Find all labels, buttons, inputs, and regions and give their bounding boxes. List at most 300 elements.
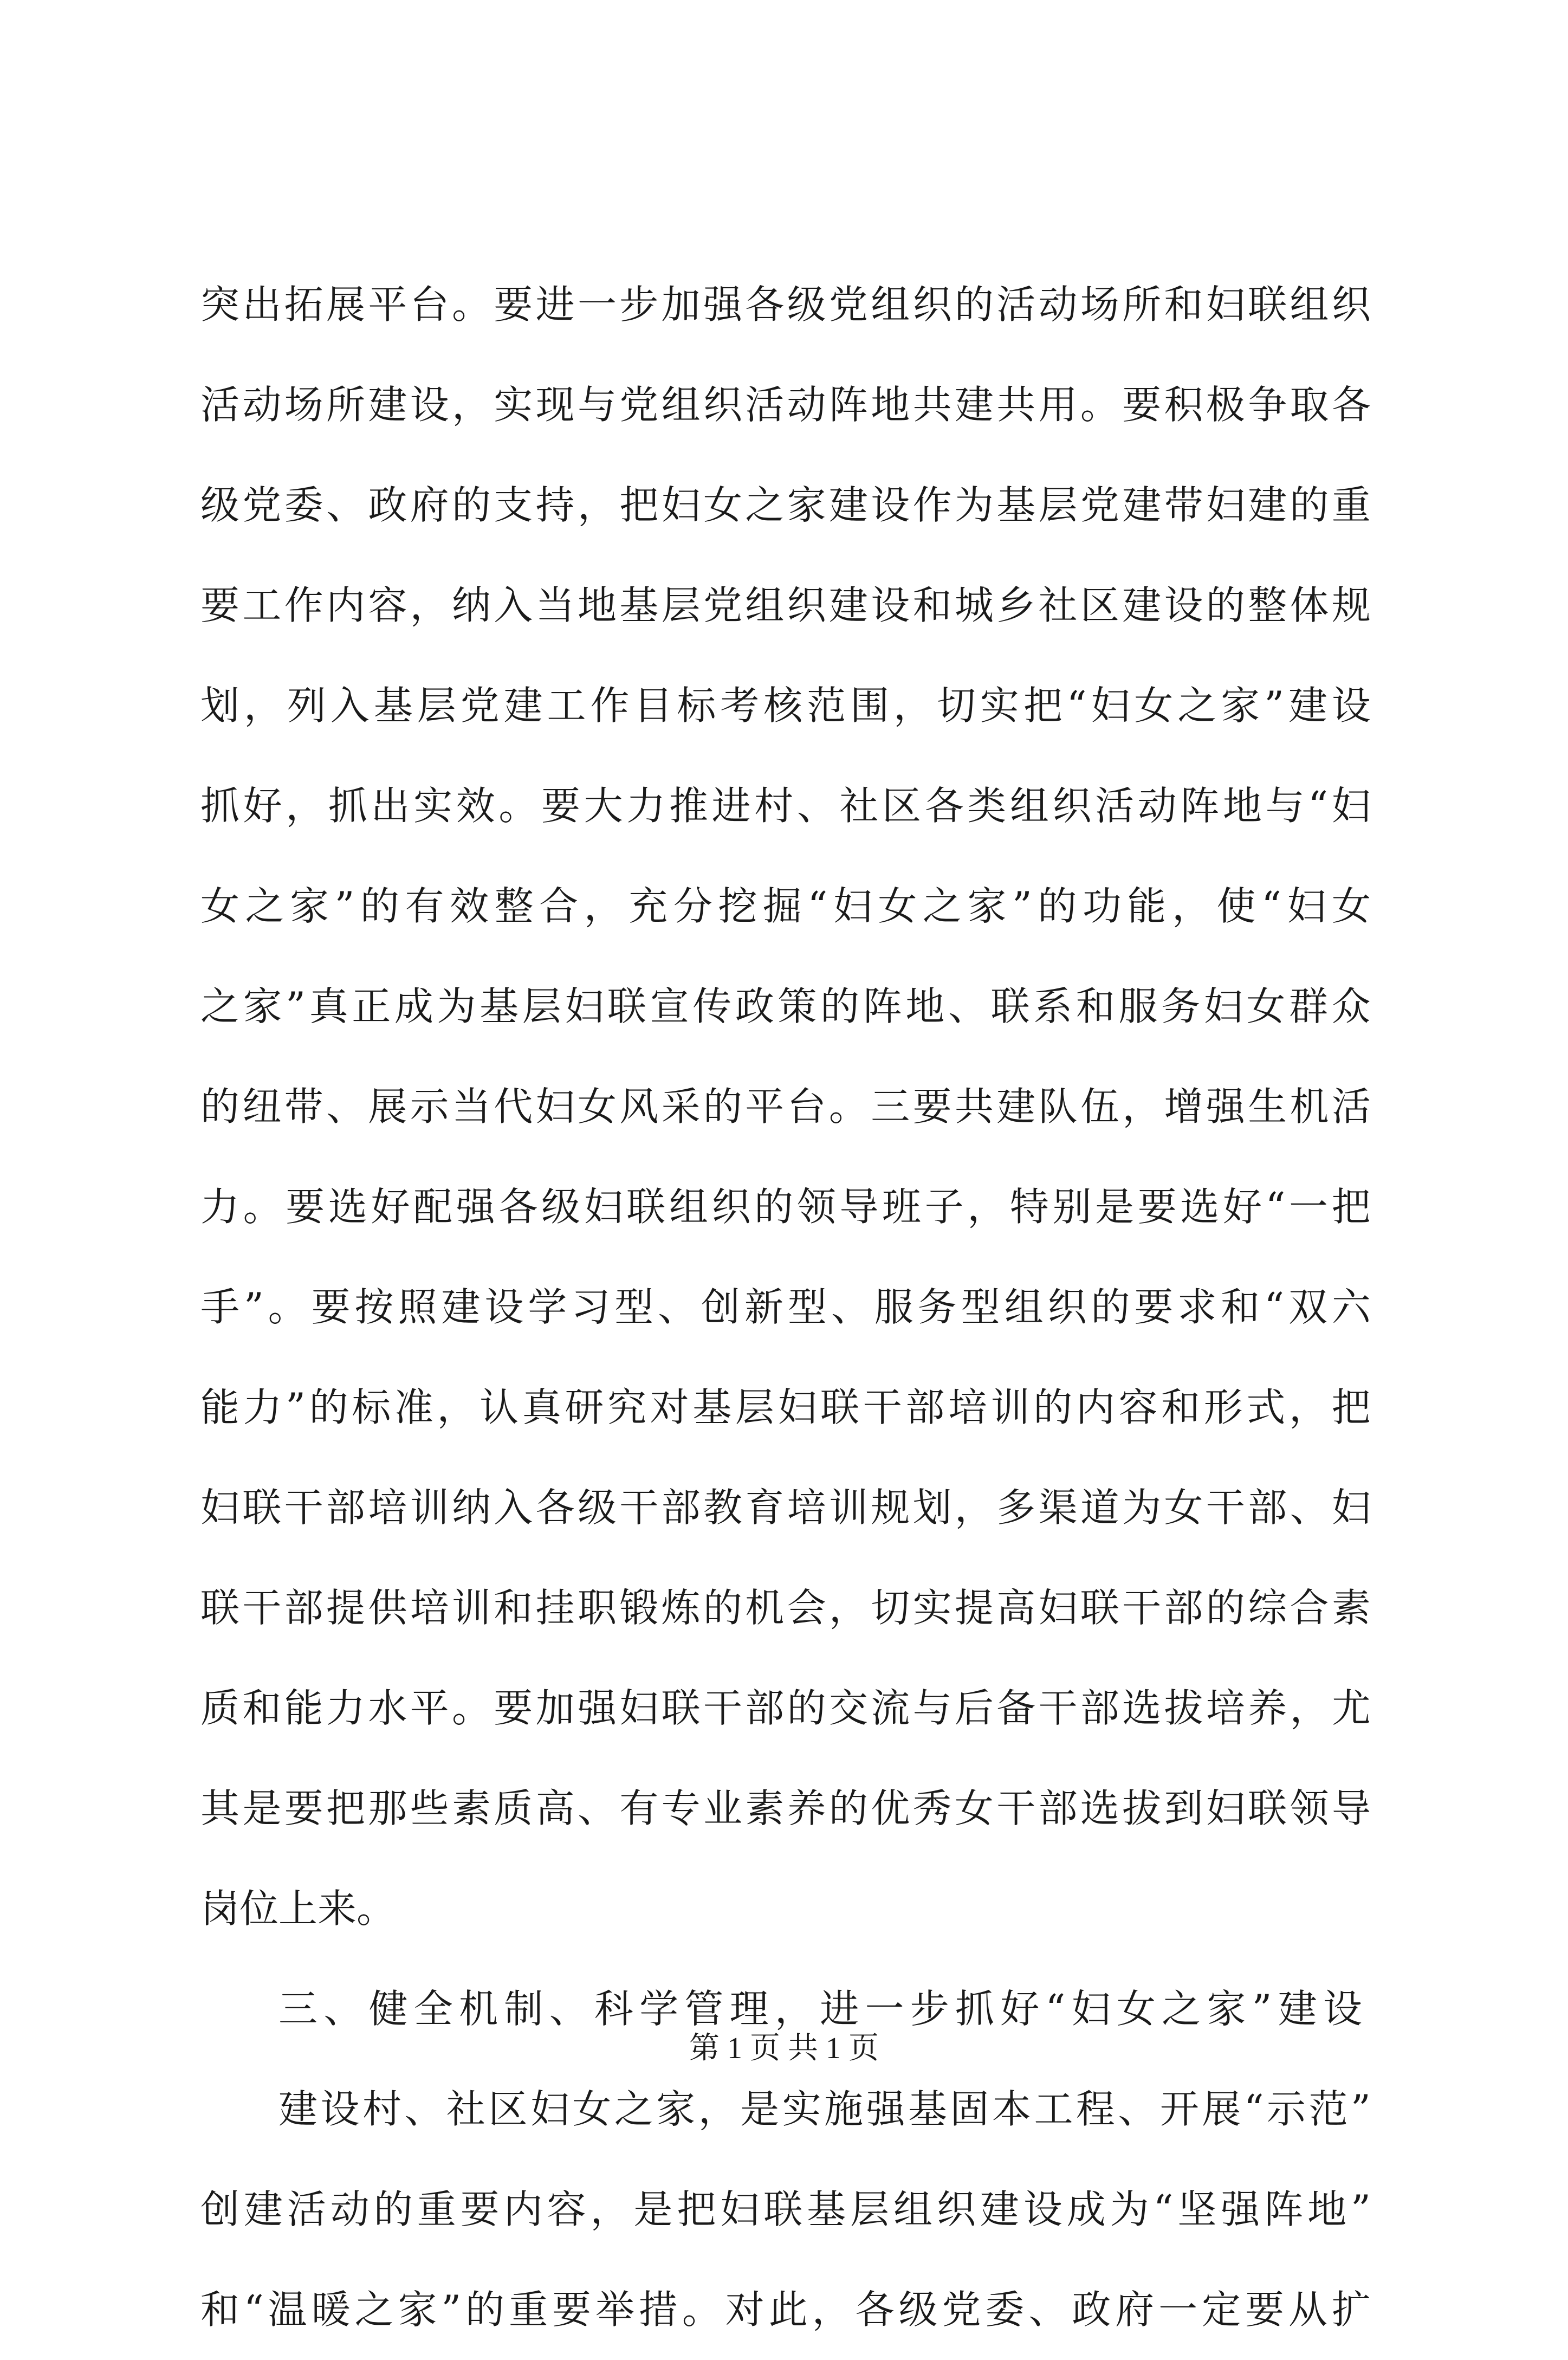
- text-glyph: 场: [1080, 282, 1119, 327]
- text-glyph: 的: [465, 2287, 505, 2332]
- text-glyph: 出: [242, 282, 282, 327]
- text-glyph: 争: [1248, 382, 1287, 428]
- text-glyph: 建: [1288, 683, 1327, 728]
- text-glyph: 妇: [584, 1184, 623, 1230]
- text-glyph: 女: [1164, 1485, 1203, 1530]
- text-glyph: 合: [1290, 1585, 1329, 1631]
- text-glyph: 党: [942, 2287, 981, 2332]
- text-glyph: 流: [871, 1685, 910, 1731]
- text-glyph: 容: [547, 2187, 586, 2232]
- text-glyph: 层: [522, 984, 561, 1029]
- text-glyph: 育: [745, 1485, 785, 1530]
- text-glyph: 党: [828, 282, 868, 327]
- text-glyph: 和: [1161, 1385, 1201, 1430]
- text-glyph: 型: [787, 1284, 827, 1330]
- text-glyph: 三: [871, 1084, 910, 1129]
- text-glyph: 内: [326, 583, 365, 628]
- text-glyph: 基: [692, 1385, 732, 1430]
- text-glyph: 创: [701, 1284, 741, 1330]
- text-glyph: 妇: [535, 1084, 575, 1129]
- text-glyph: 、: [1290, 1485, 1329, 1530]
- text-glyph: 炼: [661, 1585, 701, 1631]
- text-glyph: 设: [410, 382, 449, 428]
- text-glyph: 群: [1289, 984, 1329, 1029]
- text-glyph: 为: [437, 984, 476, 1029]
- text-glyph: 妇: [777, 1385, 817, 1430]
- text-glyph: 培: [948, 1385, 988, 1430]
- text-glyph: 政: [368, 482, 407, 528]
- text-glyph: 和: [242, 1685, 282, 1731]
- text-glyph: 的: [1290, 482, 1329, 528]
- text-glyph: 所: [1122, 282, 1162, 327]
- text-glyph: 女: [1134, 683, 1174, 728]
- text-glyph: ，: [828, 1585, 868, 1631]
- text-glyph: 、: [577, 1786, 617, 1831]
- text-glyph: 功: [1082, 883, 1122, 929]
- text-glyph: 程: [1075, 2086, 1115, 2132]
- text-glyph: 高: [535, 1786, 575, 1831]
- text-glyph: 目: [633, 683, 673, 728]
- text-glyph: 设: [1331, 683, 1371, 728]
- text-line: [200, 1558, 1371, 1658]
- text-glyph: 准: [394, 1385, 433, 1430]
- text-glyph: 机: [1290, 1084, 1329, 1129]
- text-glyph: 实: [782, 2086, 821, 2132]
- text-glyph: 能: [284, 1685, 323, 1731]
- text-glyph: 其: [200, 1786, 240, 1831]
- text-glyph: 建: [441, 1284, 481, 1330]
- text-glyph: 基: [807, 2187, 846, 2232]
- text-glyph: 措: [638, 2287, 678, 2332]
- text-glyph: 成: [394, 984, 433, 1029]
- text-glyph: 的: [754, 1184, 794, 1230]
- text-glyph: 体: [1290, 583, 1329, 628]
- text-glyph: 强: [866, 2086, 905, 2132]
- text-glyph: 设: [871, 482, 910, 528]
- text-glyph: 级: [200, 482, 240, 528]
- text-glyph: 的: [1206, 1585, 1245, 1631]
- text-glyph: 动: [330, 2187, 370, 2232]
- text-glyph: 部: [905, 1385, 945, 1430]
- text-glyph: 织: [711, 1184, 751, 1230]
- text-line: [200, 1057, 1371, 1157]
- text-glyph: 训: [828, 1485, 868, 1530]
- text-glyph: ，: [954, 1485, 994, 1530]
- text-glyph: 设: [1023, 2187, 1062, 2232]
- text-glyph: 务: [917, 1284, 957, 1330]
- text-glyph: 抓: [328, 783, 367, 829]
- text-glyph: 选: [1122, 1685, 1162, 1731]
- text-glyph: 强: [1206, 1084, 1245, 1129]
- text-glyph: 型: [614, 1284, 654, 1330]
- text-glyph: 质: [200, 1685, 240, 1731]
- text-glyph: 女: [1246, 984, 1286, 1029]
- text-glyph: 要: [552, 2287, 592, 2332]
- text-glyph: 手: [200, 1284, 240, 1330]
- text-glyph: 研: [565, 1385, 604, 1430]
- text-glyph: 强: [1221, 2187, 1260, 2232]
- text-glyph: 地: [905, 984, 945, 1029]
- text-glyph: 好: [1000, 1986, 1040, 2032]
- text-glyph: 政: [1072, 2287, 1111, 2332]
- text-glyph: 要: [1137, 1184, 1177, 1230]
- text-glyph: 类: [967, 783, 1007, 829]
- text-glyph: ”: [286, 1385, 306, 1430]
- text-glyph: 女: [572, 2086, 612, 2132]
- text-glyph: 妇: [619, 1685, 659, 1731]
- text-glyph: 联: [990, 984, 1030, 1029]
- text-glyph: 突: [200, 282, 240, 327]
- text-glyph: 力: [326, 1685, 365, 1731]
- text-glyph: “: [1066, 683, 1087, 728]
- text-glyph: 之: [354, 2287, 394, 2332]
- text-glyph: 温: [268, 2287, 307, 2332]
- text-glyph: 建: [503, 683, 543, 728]
- text-glyph: 妇: [1206, 1786, 1245, 1831]
- text-glyph: 素: [451, 1786, 491, 1831]
- text-glyph: 妇: [1287, 883, 1326, 929]
- text-glyph: 级: [787, 282, 826, 327]
- text-glyph: 伍: [1080, 1084, 1119, 1129]
- text-glyph: 型: [961, 1284, 1000, 1330]
- text-line: [200, 1758, 1371, 1859]
- text-glyph: 领: [796, 1184, 836, 1230]
- text-glyph: 设: [871, 583, 910, 628]
- text-glyph: 和: [494, 1585, 533, 1631]
- text-glyph: 对: [725, 2287, 764, 2332]
- text-glyph: 基: [996, 482, 1036, 528]
- text-glyph: 抓: [200, 783, 240, 829]
- text-glyph: 之: [745, 482, 785, 528]
- text-glyph: 之: [245, 883, 284, 929]
- text-glyph: ，: [437, 1385, 476, 1430]
- text-glyph: 设: [484, 1284, 524, 1330]
- text-glyph: 求: [1177, 1284, 1217, 1330]
- text-glyph: 班: [882, 1184, 922, 1230]
- text-glyph: 建: [996, 1084, 1036, 1129]
- text-glyph: 干: [284, 1485, 323, 1530]
- text-glyph: ，: [1290, 1685, 1329, 1731]
- text-glyph: 训: [990, 1385, 1030, 1430]
- text-line: [200, 1357, 1371, 1458]
- text-glyph: 要: [200, 583, 240, 628]
- text-glyph: 展: [326, 282, 365, 327]
- text-glyph: 的: [1206, 583, 1245, 628]
- text-glyph: 和: [1221, 1284, 1260, 1330]
- text-glyph: 作: [590, 683, 630, 728]
- text-glyph: 要: [1245, 2287, 1285, 2332]
- text-glyph: 。: [451, 1685, 491, 1731]
- text-glyph: 动: [242, 382, 282, 428]
- text-glyph: 的: [703, 1084, 742, 1129]
- text-glyph: 实: [980, 683, 1019, 728]
- text-glyph: ，: [577, 482, 617, 528]
- text-glyph: 力: [626, 783, 666, 829]
- text-glyph: 女: [1331, 883, 1371, 929]
- text-glyph: 提: [326, 1585, 365, 1631]
- text-glyph: 服: [874, 1284, 913, 1330]
- text-glyph: 挂: [535, 1585, 575, 1631]
- text-glyph: 扩: [1331, 2287, 1371, 2332]
- text-glyph: 部: [284, 1585, 323, 1631]
- text-glyph: 实: [494, 382, 533, 428]
- text-glyph: 村: [754, 783, 794, 829]
- text-glyph: 合: [539, 883, 579, 929]
- text-glyph: 暖: [311, 2287, 351, 2332]
- text-glyph: ”: [441, 2287, 462, 2332]
- text-glyph: 规: [871, 1485, 910, 1530]
- text-glyph: 切: [871, 1585, 910, 1631]
- text-glyph: 的: [373, 2187, 413, 2232]
- text-glyph: 培: [410, 1585, 449, 1631]
- text-glyph: 家: [787, 482, 826, 528]
- text-glyph: 交: [828, 1685, 868, 1731]
- text-glyph: 有: [405, 883, 444, 929]
- text-line: [200, 455, 1371, 555]
- text-glyph: 用: [1038, 382, 1078, 428]
- text-glyph: 建: [1122, 583, 1162, 628]
- text-glyph: 部: [745, 1685, 785, 1731]
- text-glyph: 习: [571, 1284, 611, 1330]
- text-glyph: 成: [1066, 2187, 1106, 2232]
- text-glyph: 务: [1161, 984, 1201, 1029]
- text-glyph: 是: [633, 2187, 673, 2232]
- text-glyph: 把: [677, 2187, 716, 2232]
- text-glyph: 学: [528, 1284, 567, 1330]
- text-glyph: 和: [912, 583, 952, 628]
- text-glyph: 强: [577, 1685, 617, 1731]
- text-glyph: 活: [745, 382, 785, 428]
- text-line: [200, 255, 1371, 355]
- text-glyph: 设: [1164, 583, 1203, 628]
- text-line: [200, 355, 1371, 455]
- text-glyph: 训: [410, 1485, 449, 1530]
- text-glyph: 极: [1206, 382, 1245, 428]
- text-glyph: 。: [243, 1184, 282, 1230]
- text-glyph: 部: [1038, 1786, 1078, 1831]
- text-glyph: 选: [1180, 1184, 1220, 1230]
- text-glyph: 拔: [1164, 1685, 1203, 1731]
- text-glyph: 妇: [1206, 282, 1245, 327]
- text-glyph: 一: [1158, 2287, 1198, 2332]
- text-glyph: 级: [577, 1485, 617, 1530]
- text-glyph: 建: [278, 2086, 318, 2132]
- text-glyph: 之: [922, 883, 962, 929]
- text-glyph: 开: [1159, 2086, 1199, 2132]
- text-glyph: 干: [996, 1786, 1036, 1831]
- text-glyph: 新: [744, 1284, 783, 1330]
- text-glyph: 核: [763, 683, 803, 728]
- text-glyph: 的: [1033, 1385, 1073, 1430]
- text-glyph: 大: [584, 783, 623, 829]
- text-glyph: 、: [549, 1986, 588, 2032]
- text-glyph: 委: [985, 2287, 1025, 2332]
- text-glyph: 。: [828, 1084, 868, 1129]
- text-glyph: 对: [650, 1385, 689, 1430]
- text-glyph: 、: [404, 2086, 444, 2132]
- text-glyph: 实: [413, 783, 453, 829]
- text-glyph: 风: [619, 1084, 659, 1129]
- text-line: [200, 1157, 1371, 1257]
- text-glyph: 高: [996, 1585, 1036, 1631]
- text-glyph: 渠: [1038, 1485, 1078, 1530]
- text-glyph: 活: [1331, 1084, 1371, 1129]
- text-glyph: 联: [820, 1385, 860, 1430]
- text-glyph: 到: [1164, 1786, 1203, 1831]
- text-glyph: 机: [745, 1585, 785, 1631]
- text-glyph: 层: [417, 683, 456, 728]
- text-glyph: 制: [504, 1986, 543, 2032]
- text-glyph: 女: [703, 482, 742, 528]
- text-glyph: ，: [590, 2187, 630, 2232]
- text-glyph: 是: [1095, 1184, 1135, 1230]
- text-glyph: 要: [1134, 1284, 1174, 1330]
- text-glyph: 支: [494, 482, 533, 528]
- text-glyph: 展: [1202, 2086, 1241, 2132]
- text-glyph: 妇: [1331, 1485, 1371, 1530]
- text-glyph: 质: [494, 1786, 533, 1831]
- text-glyph: 出: [371, 783, 410, 829]
- text-glyph: 社: [446, 2086, 485, 2132]
- text-glyph: 围: [850, 683, 890, 728]
- text-glyph: 、: [1118, 2086, 1157, 2132]
- text-glyph: 持: [535, 482, 575, 528]
- text-glyph: 本: [992, 2086, 1031, 2132]
- text-glyph: 要: [912, 1084, 952, 1129]
- text-glyph: 组: [1290, 282, 1329, 327]
- text-glyph: 社: [1038, 583, 1078, 628]
- text-glyph: 联: [242, 1485, 282, 1530]
- text-glyph: 党: [460, 683, 500, 728]
- text-glyph: 社: [839, 783, 879, 829]
- text-glyph: 把: [619, 482, 659, 528]
- text-glyph: 要: [494, 282, 533, 327]
- text-glyph: 培: [368, 1485, 407, 1530]
- text-glyph: 式: [1246, 1385, 1286, 1430]
- text-glyph: 平: [745, 1084, 785, 1129]
- text-glyph: 各: [924, 783, 964, 829]
- text-glyph: ，: [584, 883, 623, 929]
- text-glyph: 现: [535, 382, 575, 428]
- text-glyph: 活: [287, 2187, 326, 2232]
- text-glyph: ，: [698, 2086, 737, 2132]
- text-glyph: 所: [326, 382, 365, 428]
- text-glyph: 抓: [955, 1986, 994, 2032]
- text-glyph: ，: [967, 1184, 1007, 1230]
- text-glyph: 展: [368, 1084, 407, 1129]
- text-glyph: 范: [807, 683, 846, 728]
- text-glyph: 。: [451, 282, 491, 327]
- text-glyph: 业: [703, 1786, 742, 1831]
- text-glyph: 区: [488, 2086, 528, 2132]
- text-glyph: 力: [243, 1385, 282, 1430]
- text-glyph: 联: [626, 1184, 666, 1230]
- text-glyph: 联: [607, 984, 647, 1029]
- text-glyph: 地: [1307, 2187, 1347, 2232]
- text-glyph: 组: [1004, 1284, 1044, 1330]
- text-glyph: 与: [577, 382, 617, 428]
- text-glyph: 建: [1122, 482, 1162, 528]
- text-glyph: 地: [577, 583, 617, 628]
- text-glyph: 的: [828, 1786, 868, 1831]
- text-glyph: 联: [763, 2187, 803, 2232]
- text-glyph: 部: [1164, 1585, 1203, 1631]
- text-glyph: 按: [354, 1284, 394, 1330]
- text-glyph: 范: [1308, 2086, 1348, 2132]
- text-glyph: 活: [200, 382, 240, 428]
- text-glyph: 平: [410, 1685, 449, 1731]
- text-glyph: 真: [522, 1385, 561, 1430]
- text-glyph: 。: [268, 1284, 307, 1330]
- text-glyph: 联: [661, 1685, 701, 1731]
- text-glyph: 场: [284, 382, 323, 428]
- text-glyph: 区: [882, 783, 922, 829]
- text-glyph: 宣: [650, 984, 689, 1029]
- text-glyph: ，: [893, 683, 933, 728]
- text-glyph: 专: [661, 1786, 701, 1831]
- text-glyph: 党: [619, 382, 659, 428]
- text-glyph: 策: [777, 984, 817, 1029]
- text-glyph: 女: [577, 1084, 617, 1129]
- text-glyph: 阵: [1264, 2187, 1304, 2232]
- text-glyph: 重: [509, 2287, 548, 2332]
- text-glyph: 系: [1033, 984, 1073, 1029]
- text-glyph: 创: [200, 2187, 240, 2232]
- text-glyph: ，: [1171, 883, 1211, 929]
- text-glyph: 之: [1177, 683, 1217, 728]
- text-glyph: 乡: [996, 583, 1036, 628]
- text-glyph: 联: [1080, 1585, 1119, 1631]
- text-glyph: 采: [661, 1084, 701, 1129]
- text-glyph: 的: [703, 1585, 742, 1631]
- text-glyph: 究: [607, 1385, 647, 1430]
- text-glyph: 认: [480, 1385, 519, 1430]
- text-glyph: 素: [1331, 1585, 1371, 1631]
- text-glyph: 好: [243, 783, 282, 829]
- text-glyph: ”: [1012, 883, 1032, 929]
- text-glyph: 、: [658, 1284, 697, 1330]
- text-glyph: 生: [1248, 1084, 1287, 1129]
- text-glyph: 妇: [1071, 1986, 1111, 2032]
- text-glyph: 整: [1248, 583, 1287, 628]
- text-glyph: “: [1265, 1184, 1286, 1230]
- text-glyph: 组: [1009, 783, 1049, 829]
- text-glyph: 养: [1248, 1685, 1287, 1731]
- text-glyph: 要: [494, 1685, 533, 1731]
- text-glyph: 各: [855, 2287, 895, 2332]
- text-glyph: 联: [1248, 282, 1287, 327]
- text-glyph: 层: [735, 1385, 774, 1430]
- text-glyph: 推: [669, 783, 708, 829]
- text-glyph: 一: [577, 282, 617, 327]
- text-glyph: 从: [1288, 2287, 1327, 2332]
- text-glyph: 建: [1278, 1986, 1317, 2032]
- text-glyph: ”: [1350, 2086, 1371, 2132]
- text-glyph: 层: [661, 583, 701, 628]
- text-glyph: 作: [284, 583, 323, 628]
- text-glyph: 传: [692, 984, 732, 1029]
- text-glyph: 拓: [284, 282, 323, 327]
- text-glyph: 妇: [833, 883, 872, 929]
- text-glyph: 要: [1122, 382, 1162, 428]
- text-glyph: 、: [831, 1284, 870, 1330]
- text-glyph: 与: [912, 1685, 952, 1731]
- text-glyph: 干: [703, 1685, 742, 1731]
- text-glyph: 示: [410, 1084, 449, 1129]
- text-glyph: 建: [1248, 482, 1287, 528]
- text-glyph: 特: [1009, 1184, 1049, 1230]
- page-number-label: 第 1 页 共 1 页: [689, 2032, 879, 2065]
